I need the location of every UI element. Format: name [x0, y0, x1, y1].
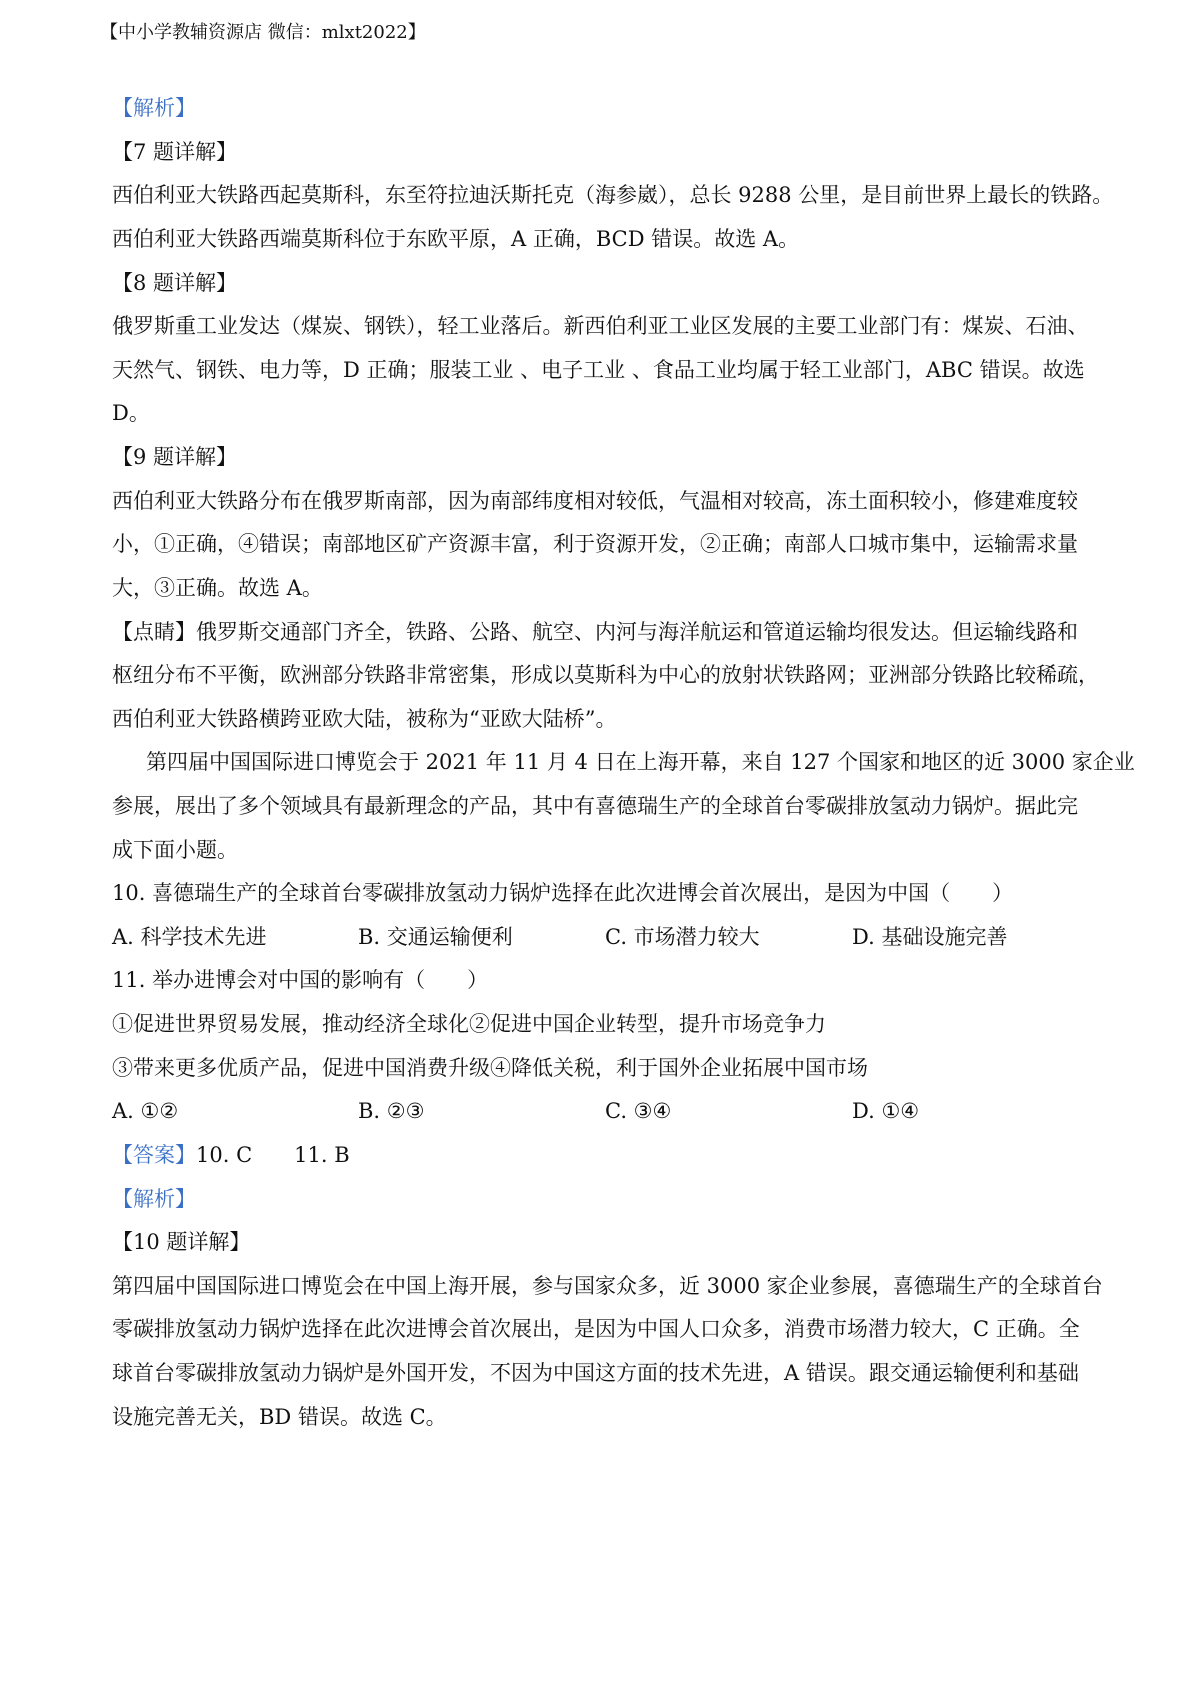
- answer-line: [112, 1141, 1112, 1169]
- answer-text: 10. C 11. B: [196, 1143, 350, 1167]
- q11-option-d: D. ①④: [852, 1099, 920, 1123]
- q11-option-b: B. ②③: [358, 1099, 425, 1123]
- q8-title: 【8 题详解】: [112, 271, 238, 295]
- q10-option-a: A. 科学技术先进: [112, 925, 267, 949]
- tip-line-1: 【点睛】俄罗斯交通部门齐全，铁路、公路、航空、内河与海洋航运和管道运输均很发达。但运输线路和: [112, 620, 1078, 644]
- answer-tag: 【答案】: [112, 1143, 196, 1167]
- q10-detail-line-2: 零碳排放氢动力锅炉选择在此次进博会首次展出，是因为中国人口众多，消费市场潜力较大，C 正确。全: [112, 1317, 1080, 1341]
- q11-option-c: C. ③④: [605, 1099, 672, 1123]
- q10-option-d: D. 基础设施完善: [852, 925, 1008, 949]
- q9-line-3: 大，③正确。故选 A。: [112, 576, 323, 600]
- q8-line-1: 俄罗斯重工业发达（煤炭、钢铁），轻工业落后。新西伯利亚工业区发展的主要工业部门有：煤炭、石油、: [112, 314, 1089, 338]
- passage-line-2: 参展，展出了多个领域具有最新理念的产品，其中有喜德瑞生产的全球首台零碳排放氢动力锅炉。据此完: [112, 794, 1078, 818]
- q9-line-2: 小，①正确，④错误；南部地区矿产资源丰富，利于资源开发，②正确；南部人口城市集中，运输需求量: [112, 532, 1078, 556]
- passage-line-3: 成下面小题。: [112, 838, 238, 862]
- q7-line-2: 西伯利亚大铁路西端莫斯科位于东欧平原，A 正确，BCD 错误。故选 A。: [112, 227, 800, 251]
- analysis-tag-2: 【解析】: [112, 1187, 196, 1211]
- analysis-tag: 【解析】: [112, 96, 196, 120]
- q9-title: 【9 题详解】: [112, 445, 238, 469]
- q10-option-b: B. 交通运输便利: [358, 925, 513, 949]
- q11-option-a: A. ①②: [112, 1099, 179, 1123]
- q11-stem: 11. 举办进博会对中国的影响有（ ）: [112, 968, 489, 992]
- q7-title: 【7 题详解】: [112, 140, 238, 164]
- q10-option-c: C. 市场潜力较大: [605, 925, 760, 949]
- passage-line-1: 第四届中国国际进口博览会于 2021 年 11 月 4 日在上海开幕，来自 127 个国家和地区的近 3000 家企业: [146, 750, 1135, 774]
- q10-detail-line-3: 球首台零碳排放氢动力锅炉是外国开发，不因为中国这方面的技术先进，A 错误。跟交通运输便利和基础: [112, 1361, 1079, 1385]
- q10-detail-line-1: 第四届中国国际进口博览会在中国上海开展，参与国家众多，近 3000 家企业参展，喜德瑞生产的全球首台: [112, 1274, 1103, 1298]
- q10-stem: 10. 喜德瑞生产的全球首台零碳排放氢动力锅炉选择在此次进博会首次展出，是因为中国（ ）: [112, 881, 1014, 905]
- tip-line-2: 枢纽分布不平衡，欧洲部分铁路非常密集，形成以莫斯科为中心的放射状铁路网；亚洲部分铁路比较稀疏，: [112, 663, 1099, 687]
- q8-line-3: D。: [112, 401, 150, 425]
- q11-item-line-1: ①促进世界贸易发展，推动经济全球化②促进中国企业转型，提升市场竞争力: [112, 1012, 826, 1036]
- tip-line-3: 西伯利亚大铁路横跨亚欧大陆，被称为“亚欧大陆桥”。: [112, 707, 617, 731]
- q10-detail-title: 【10 题详解】: [112, 1230, 251, 1254]
- q8-line-2: 天然气、钢铁、电力等，D 正确；服装工业 、电子工业 、食品工业均属于轻工业部门，ABC 错误。故选: [112, 358, 1085, 382]
- q10-detail-line-4: 设施完善无关，BD 错误。故选 C。: [112, 1405, 447, 1429]
- q7-line-1: 西伯利亚大铁路西起莫斯科，东至符拉迪沃斯托克（海参崴），总长 9288 公里，是目前世界上最长的铁路。: [112, 183, 1114, 207]
- q11-item-line-2: ③带来更多优质产品，促进中国消费升级④降低关税，利于国外企业拓展中国市场: [112, 1056, 868, 1080]
- q9-line-1: 西伯利亚大铁路分布在俄罗斯南部，因为南部纬度相对较低，气温相对较高，冻土面积较小，修建难度较: [112, 489, 1078, 513]
- page-header: 【中小学教辅资源店 微信：mlxt2022】: [100, 22, 426, 43]
